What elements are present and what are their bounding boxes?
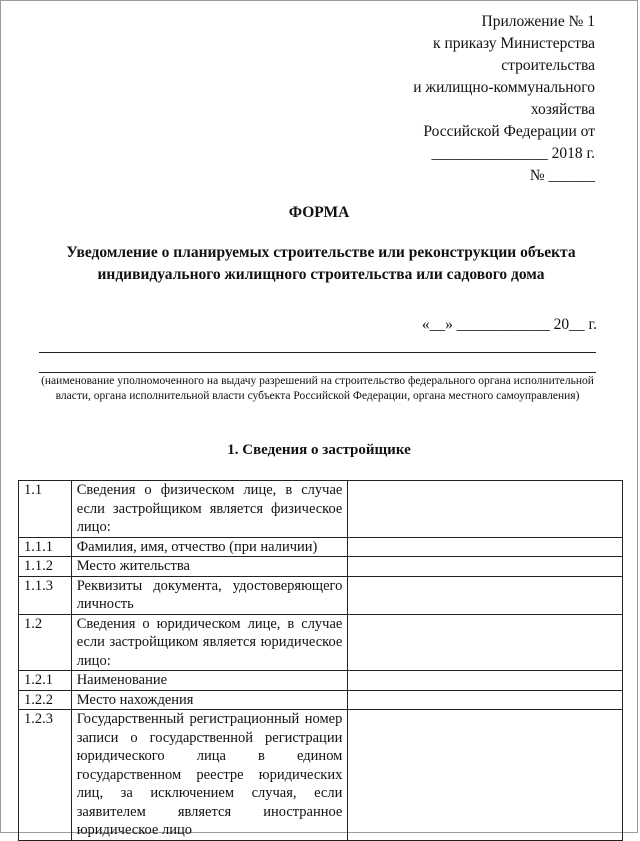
row-value-cell[interactable] <box>348 481 623 538</box>
appendix-line-1: Приложение № 1 <box>481 13 595 30</box>
appendix-line-7: _______________ 2018 г. <box>431 145 595 162</box>
appendix-line-6: Российской Федерации от <box>423 123 595 140</box>
row-label-cell: Место нахождения <box>71 690 348 710</box>
row-value-cell[interactable] <box>348 557 623 577</box>
appendix-line-2: к приказу Министерства <box>433 35 595 52</box>
developer-info-table-body <box>19 481 623 841</box>
row-label-cell: Сведения о физическом лице, в случае если застройщиком является физическое лицо: <box>71 481 348 538</box>
developer-info-table <box>18 480 623 841</box>
authority-note: (наименование уполномоченного на выдачу разрешений на строительство федерального органа исполнительной власти, органа исполнительной власти субъекта Российской Федерации, органа местного самоуправления) <box>41 375 594 402</box>
row-number-cell: 1.1 <box>19 481 72 538</box>
row-number-cell: 1.1.2 <box>19 557 72 577</box>
table-row <box>19 710 623 841</box>
row-label-cell: Сведения о юридическом лице, в случае если застройщиком является юридическое лицо: <box>71 614 348 671</box>
authority-fill-line-2 <box>39 372 596 373</box>
appendix-line-8: № ______ <box>529 167 595 184</box>
notice-title: Уведомление о планируемых строительстве или реконструкции объекта индивидуального жилищного строительства или садового дома <box>66 244 576 283</box>
date-line: «__» ____________ 20__ г. <box>421 316 597 333</box>
row-value-cell[interactable] <box>348 537 623 557</box>
row-value-cell[interactable] <box>348 690 623 710</box>
row-label-cell: Фамилия, имя, отчество (при наличии) <box>71 537 348 557</box>
row-label-cell: Государственный регистрационный номер записи о государственной регистрации юридического лица в едином государственном реестре юридических лиц, за исключением случая, если заявителем является иностранное юридическое лицо <box>71 710 348 841</box>
row-number-cell: 1.2.3 <box>19 710 72 841</box>
section-title: 1. Сведения о застройщике <box>227 442 411 458</box>
table-row <box>19 481 623 538</box>
row-value-cell[interactable] <box>348 710 623 841</box>
row-number-cell: 1.2.2 <box>19 690 72 710</box>
row-number-cell: 1.1.1 <box>19 537 72 557</box>
row-value-cell[interactable] <box>348 576 623 614</box>
row-value-cell[interactable] <box>348 614 623 671</box>
table-row <box>19 576 623 614</box>
row-value-cell[interactable] <box>348 671 623 691</box>
table-row <box>19 690 623 710</box>
table-row <box>19 671 623 691</box>
row-number-cell: 1.2.1 <box>19 671 72 691</box>
row-label-cell: Место жительства <box>71 557 348 577</box>
form-title: ФОРМА <box>288 204 350 221</box>
authority-fill-line-1 <box>39 352 596 353</box>
appendix-header <box>413 11 595 187</box>
row-label-cell: Наименование <box>71 671 348 691</box>
row-label-cell: Реквизиты документа, удостоверяющего личность <box>71 576 348 614</box>
row-number-cell: 1.2 <box>19 614 72 671</box>
table-row <box>19 557 623 577</box>
appendix-line-5: хозяйства <box>530 101 595 118</box>
table-row <box>19 614 623 671</box>
table-row <box>19 537 623 557</box>
row-number-cell: 1.1.3 <box>19 576 72 614</box>
appendix-line-3: строительства <box>501 57 595 74</box>
appendix-line-4: и жилищно-коммунального <box>413 79 595 96</box>
